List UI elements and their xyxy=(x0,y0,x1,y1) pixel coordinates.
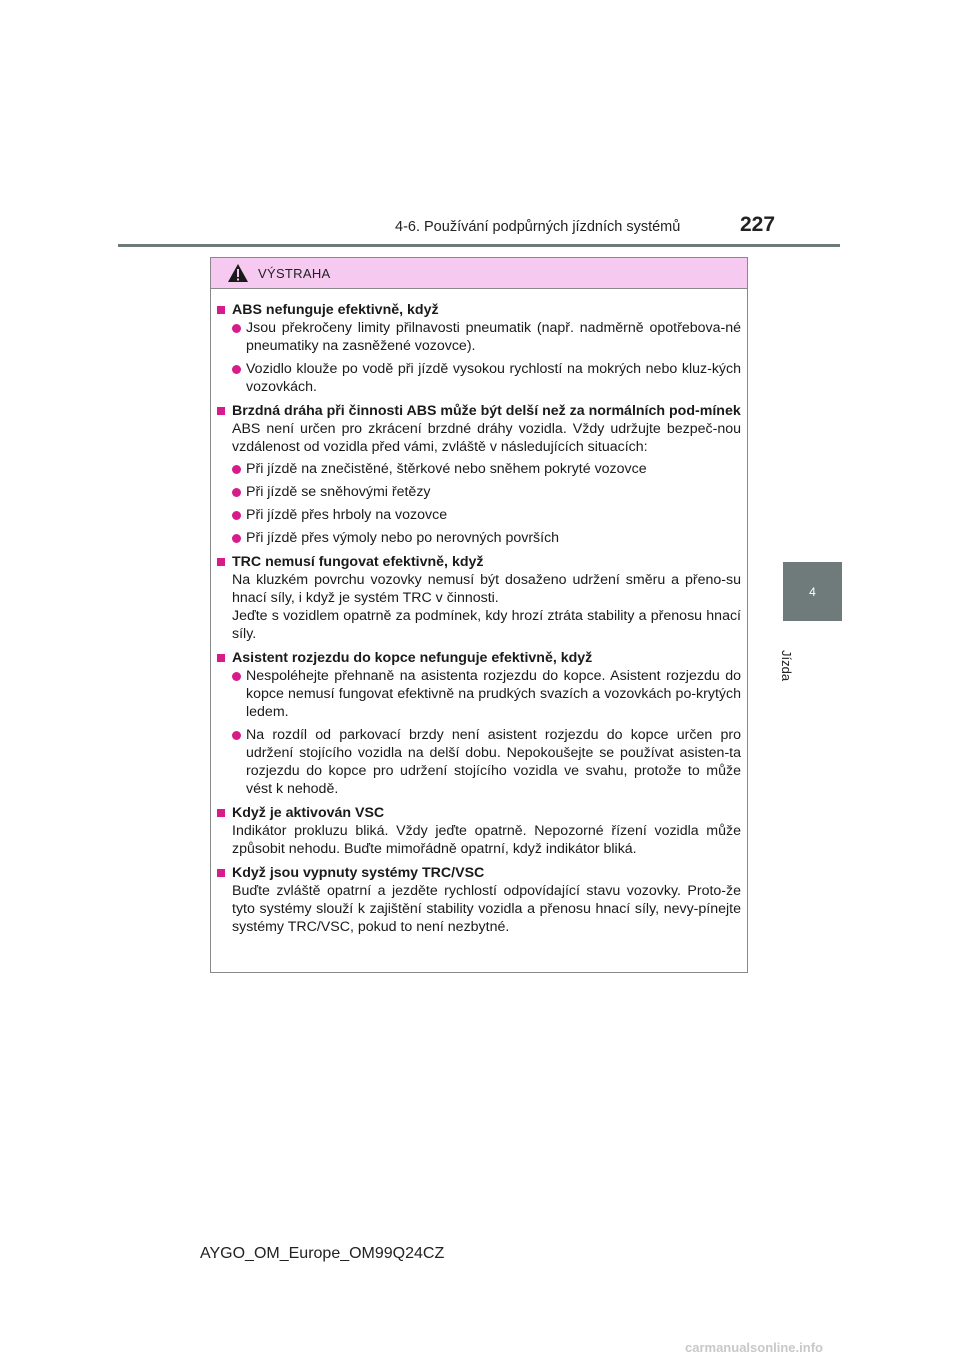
list-item xyxy=(232,360,741,396)
list-item-text: Nespoléhejte přehnaně na asistenta rozjezdu do kopce. Asistent rozjezdu do kopce nemusí fungovat efektivně na prudkých svazích a vozovkách po-krytých ledem. xyxy=(246,668,741,720)
warning-title: VÝSTRAHA xyxy=(258,265,331,281)
section-heading: Brzdná dráha při činnosti ABS může být delší než za normálních pod-mínek xyxy=(232,403,741,419)
warning-section-vsc xyxy=(217,804,741,858)
header-divider xyxy=(118,244,840,247)
round-bullet-icon xyxy=(232,365,241,374)
square-bullet-icon xyxy=(217,809,225,817)
section-heading: Když je aktivován VSC xyxy=(232,805,385,821)
section-text: Na kluzkém povrchu vozovky nemusí být dosaženo udržení směru a přeno-su hnací síly, i když je systém TRC v činnosti. xyxy=(232,572,741,606)
round-bullet-icon xyxy=(232,465,241,474)
list-item-text: Při jízdě přes hrboly na vozovce xyxy=(246,507,448,523)
list-item-text: Jsou překročeny limity přilnavosti pneumatik (např. nadměrně opotřebova-né pneumatiky na zasněžené vozovce). xyxy=(246,320,741,354)
list-item-text: Vozidlo klouže po vodě při jízdě vysokou rychlostí na mokrých nebo kluz-kých vozovkách. xyxy=(246,361,741,395)
warning-section-trc-vsc-off xyxy=(217,864,741,936)
section-text: Buďte zvláště opatrní a jezděte rychlostí odpovídající stavu vozovky. Proto-že tyto systémy slouží k zajištění stability vozidla a přenosu hnací síly, nevy-pínejte systémy TRC/VSC, pokud to není nezbytné. xyxy=(232,883,741,935)
section-heading: ABS nefunguje efektivně, když xyxy=(232,302,439,318)
square-bullet-icon xyxy=(217,558,225,566)
section-text: Jeďte s vozidlem opatrně za podmínek, kdy hrozí ztráta stability a přenosu hnací síly. xyxy=(232,608,741,642)
chapter-tab xyxy=(783,562,842,621)
section-heading: Když jsou vypnuty systémy TRC/VSC xyxy=(232,865,485,881)
warning-section-trc xyxy=(217,553,741,643)
chapter-number: 4 xyxy=(809,584,816,599)
list-item-text: Při jízdě se sněhovými řetězy xyxy=(246,484,431,500)
list-item xyxy=(232,460,741,478)
warning-header xyxy=(211,258,747,289)
warning-section-braking-distance xyxy=(217,402,741,547)
list-item xyxy=(232,319,741,355)
list-item xyxy=(232,529,741,547)
round-bullet-icon xyxy=(232,731,241,740)
list-item-text: Při jízdě na znečistěné, štěrkové nebo sněhem pokryté vozovce xyxy=(246,461,647,477)
page-number: 227 xyxy=(740,213,776,236)
list-item xyxy=(232,506,741,524)
warning-section-abs xyxy=(217,301,741,396)
section-text: Indikátor prokluzu bliká. Vždy jeďte opatrně. Nepozorné řízení vozidla může způsobit nehodu. Buďte mimořádně opatrní, když indikátor bliká. xyxy=(232,823,741,857)
list-item xyxy=(232,483,741,501)
round-bullet-icon xyxy=(232,672,241,681)
square-bullet-icon xyxy=(217,306,225,314)
round-bullet-icon xyxy=(232,488,241,497)
warning-section-hill-start xyxy=(217,649,741,798)
warning-box xyxy=(210,257,748,973)
section-heading: TRC nemusí fungovat efektivně, když xyxy=(232,554,484,570)
warning-triangle-icon xyxy=(227,263,249,283)
list-item xyxy=(232,667,741,721)
list-item-text: Při jízdě přes výmoly nebo po nerovných površích xyxy=(246,530,560,546)
square-bullet-icon xyxy=(217,407,225,415)
round-bullet-icon xyxy=(232,511,241,520)
chapter-label: Jízda xyxy=(779,650,794,682)
square-bullet-icon xyxy=(217,869,225,877)
warning-body xyxy=(211,289,747,936)
round-bullet-icon xyxy=(232,324,241,333)
round-bullet-icon xyxy=(232,534,241,543)
header-section-title: 4-6. Používání podpůrných jízdních systémů xyxy=(395,219,681,235)
list-item-text: Na rozdíl od parkovací brzdy není asistent rozjezdu do kopce určen pro udržení stojícího vozidla na delší dobu. Nepokoušejte se používat asisten-ta rozjezdu do kopce pro udržení stojícího vozidla ve svahu, protože to může vést k nehodě. xyxy=(246,727,741,797)
watermark: carmanualsonline.info xyxy=(685,1340,823,1355)
section-heading: Asistent rozjezdu do kopce nefunguje efektivně, když xyxy=(232,650,593,666)
list-item xyxy=(232,726,741,798)
square-bullet-icon xyxy=(217,654,225,662)
footer-document-code: AYGO_OM_Europe_OM99Q24CZ xyxy=(200,1245,445,1262)
section-text: ABS není určen pro zkrácení brzdné dráhy vozidla. Vždy udržujte bezpeč-nou vzdálenost od vozidla před vámi, zvláště v následujících situacích: xyxy=(232,421,741,455)
